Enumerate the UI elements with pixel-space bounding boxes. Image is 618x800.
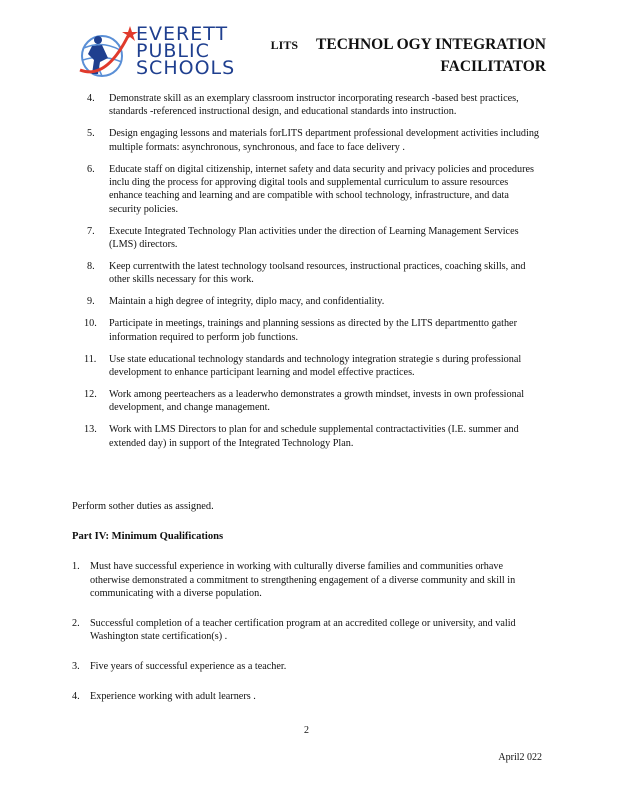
item-number: 6.: [87, 163, 95, 175]
logo-line-3: SCHOOLS: [136, 57, 236, 79]
list-item: [72, 660, 542, 674]
item-text: Five years of successful experience as a teacher.: [90, 660, 287, 672]
list-item: [72, 690, 542, 704]
list-item: [87, 163, 542, 217]
list-item: [87, 92, 542, 119]
item-text: Participate in meetings, trainings and planning sessions as directed by the LITS departmentto gather information required to perform job functions.: [109, 318, 517, 343]
item-text: Work with LMS Directors to plan for and schedule supplemental contractactivities (I.E. summer and extended day) in support of the Integrated Technology Plan.: [109, 424, 519, 449]
item-number: 2.: [72, 617, 80, 629]
title-line-1: TECHNOL OGY INTEGRATION: [316, 36, 546, 53]
item-text: Educate staff on digital citizenship, internet safety and data security and privacy policies and procedures inclu ding the process for approving digital tools and supplemental curriculum to assure resources enhance teaching and learning and are compatible with school technology, infrastructure, and data security policies.: [109, 163, 534, 215]
item-number: 8.: [87, 261, 95, 273]
item-number: 11.: [84, 353, 97, 365]
item-number: 4.: [87, 93, 95, 104]
list-item: [87, 295, 542, 308]
footer-date: April2 022: [498, 752, 542, 763]
list-item: [72, 617, 542, 644]
item-text: Work among peerteachers as a leaderwho demonstrates a growth mindset, invests in own professional development, and change management.: [109, 388, 525, 414]
other-duties-text: Perform sother duties as assigned.: [72, 501, 214, 512]
page-number: 2: [304, 725, 309, 736]
item-text: Use state educational technology standards and technology integration strategie s during professional development to enhance participant learning and model effective practices.: [109, 353, 522, 378]
list-item: [87, 127, 542, 154]
list-item: [87, 225, 542, 252]
district-logo: [78, 18, 248, 88]
list-item: [72, 560, 542, 601]
list-item: [84, 388, 542, 415]
title-line-2: FACILITATOR: [440, 58, 546, 75]
item-text: Experience working with adult learners .: [90, 690, 256, 702]
item-text: Maintain a high degree of integrity, diplo macy, and confidentiality.: [109, 296, 385, 308]
logo-wordmark: [136, 23, 236, 79]
item-number: 4.: [72, 690, 80, 702]
item-number: 12.: [84, 388, 97, 400]
logo-globe-icon: [78, 18, 138, 88]
item-text: Keep currentwith the latest technology toolsand resources, instructional practices, coaching skills, and other skills necessary for this work.: [109, 261, 526, 286]
logo-line-2: PUBLIC: [136, 40, 210, 62]
duties-list: [84, 92, 542, 459]
item-number: 9.: [87, 296, 95, 308]
document-title: [271, 34, 546, 77]
list-item: [84, 317, 542, 344]
list-item: [84, 423, 542, 450]
item-number: 5.: [87, 128, 95, 140]
section-heading: Part IV: Minimum Qualifications: [72, 531, 224, 542]
logo-line-1: EVERETT: [136, 23, 229, 45]
item-number: 7.: [87, 225, 95, 237]
list-item: [84, 353, 542, 380]
item-number: 10.: [84, 318, 97, 330]
item-text: Successful completion of a teacher certification program at an accredited college or university, and valid Washington state certification(s) .: [90, 617, 516, 643]
item-text: Execute Integrated Technology Plan activities under the direction of Learning Management Services (LMS) directors.: [109, 225, 519, 251]
title-lits: LITS: [270, 38, 299, 52]
item-text: Demonstrate skill as an exemplary classroom instructor incorporating research -based best practices, standards -referenced instructional design, and educational standards into instruction.: [109, 93, 519, 118]
qualifications-list: [72, 560, 542, 719]
item-number: 1.: [72, 561, 80, 572]
item-text: Must have successful experience in working with culturally diverse families and communities orhave otherwise demonstrated a commitment to strengthening engagement of a diverse community and skill in communicating with a diverse population.: [90, 561, 516, 600]
item-number: 3.: [72, 660, 80, 672]
list-item: [87, 260, 542, 287]
item-number: 13.: [84, 424, 97, 436]
item-text: Design engaging lessons and materials forLITS department professional development activities including multiple formats: asynchronous, synchronous, and face to face delivery .: [109, 128, 540, 153]
